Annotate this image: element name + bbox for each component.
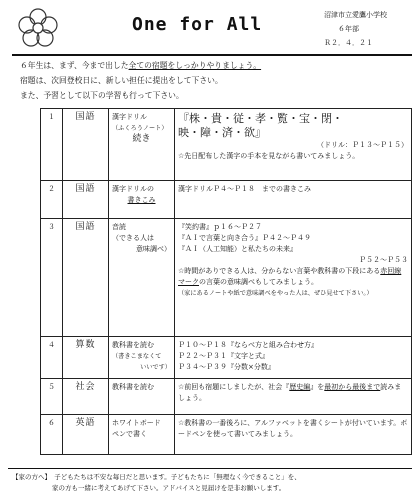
kanji-list-line: 『株・貴・従・孝・覧・宝・閉・ (178, 112, 343, 125)
header-divider (12, 54, 412, 56)
desc-part: 読みましょう。 (178, 383, 402, 402)
row-task (109, 109, 175, 181)
intro-text (20, 58, 412, 103)
row-number: ３ (41, 219, 63, 337)
desc-emphasis: 歴史編 (289, 383, 311, 391)
table-row (41, 415, 412, 455)
row-description (175, 219, 412, 337)
desc-emphasis: 最初から最後まで (324, 383, 381, 391)
table-row (41, 219, 412, 337)
footer-label: 【家の方へ】 (12, 473, 48, 481)
reading-item: Ｐ３４～Ｐ３９『分数×分数』 (178, 363, 275, 371)
intro-line-2: 宿題は、次回登校日に、新しい担任に提出をして下さい。 (20, 76, 223, 85)
row-description: 漢字ドリルＰ４～Ｐ１８ までの書きこみ (175, 181, 412, 219)
header (12, 4, 412, 52)
task-line: （書きこまなくて (112, 353, 162, 360)
row-number: ４ (41, 337, 63, 379)
note-text: ☆先日配布した漢字の手本を見ながら書いてみましょう。 (178, 152, 360, 160)
task-line: （できる人は (112, 234, 154, 242)
table-row (41, 109, 412, 181)
reading-item: 『笑約書』ｐ１６～Ｐ２７ (178, 223, 262, 231)
row-task (109, 181, 175, 219)
reading-item: Ｐ２２～Ｐ３１『文字と式』 (178, 352, 269, 360)
row-subject: 社会 (63, 379, 109, 415)
issue-date: Ｒ２．４．２１ (324, 39, 373, 47)
task-line: 漢字ドリル (112, 113, 147, 121)
row-task (109, 219, 175, 337)
row-task: 教科書を読む (109, 379, 175, 415)
intro-line-1-text: ６年生は、まず、今まで出した (20, 61, 129, 70)
table-row (41, 337, 412, 379)
task-line: 意味調べ） (136, 245, 171, 253)
row-number: ６ (41, 415, 63, 455)
note-part: ☆時間がありできる人は、分からない言葉や教科書の下段にある (178, 267, 381, 275)
task-line: 音読 (112, 223, 126, 231)
footer-divider (8, 468, 412, 469)
school-name: 沼津市立愛鷹小学校 (324, 11, 387, 19)
page-title: One for All (132, 14, 263, 35)
intro-line-3: また、予習として以下の学習も行って下さい。 (20, 91, 184, 100)
intro-line-1-emphasis: 全ての宿題をしっかりやりましょう。 (128, 61, 262, 70)
row-subject: 国語 (63, 181, 109, 219)
task-line: （ふくろうノート） (112, 125, 168, 132)
flower-logo-icon (16, 6, 60, 50)
desc-part: ☆前回も宿題にしましたが、社会『 (178, 383, 290, 391)
task-handwritten: 続き (132, 134, 151, 144)
reading-item: 『ＡＩ（人工知能）と私たちの未来』 (178, 245, 297, 253)
page-range: Ｐ５２～Ｐ５３ (359, 256, 408, 264)
note-text (178, 266, 408, 288)
desc-part: 』を (310, 383, 325, 391)
row-subject: 国語 (63, 219, 109, 337)
task-table (40, 108, 412, 455)
row-description: ☆教科書の一番後ろに、アルファベットを書くシートが付いています。ボードペンを使って書いてみましょう。 (175, 415, 412, 455)
note-part: の言葉の意味調べもしてみましょう。 (199, 278, 318, 286)
row-description (175, 109, 412, 181)
row-description (175, 337, 412, 379)
row-subject: 英語 (63, 415, 109, 455)
task-line: 漢字ドリルの (112, 185, 154, 193)
note-emphasis: 赤回線マーク (178, 267, 402, 286)
row-number: １ (41, 109, 63, 181)
footer-text: 子どもたちは不安な毎日だと思います。子どもたちに「無理なく今できること」を、 (54, 473, 301, 481)
row-description (175, 379, 412, 415)
table-row (41, 181, 412, 219)
note-small: （家にあるノートや紙で意味調べをやった人は、ぜひ見せて下さい。） (178, 290, 373, 297)
grade-label: ６年部 (338, 25, 359, 33)
task-line: ペンで書く (112, 430, 147, 438)
task-emphasis: 書きこみ (127, 196, 156, 204)
task-line: 教科書を読む (112, 341, 154, 349)
task-line: いいです） (140, 364, 171, 371)
reading-item: 『ＡＩで言葉と向き合う』Ｐ４２～Ｐ４９ (178, 234, 311, 242)
kanji-list-line: 映・障・済・欲』 (178, 126, 266, 139)
footer-note (12, 472, 412, 494)
footer-line-1 (12, 472, 412, 483)
page-range: （ドリル：Ｐ１３～Ｐ１５） (317, 141, 408, 149)
task-line: ホワイトボード (112, 419, 161, 427)
row-subject: 国語 (63, 109, 109, 181)
intro-line-1 (20, 58, 412, 73)
row-task (109, 337, 175, 379)
reading-item: Ｐ１０～Ｐ１８『ならべ方と組み合わせ方』 (178, 341, 318, 349)
row-subject: 算数 (63, 337, 109, 379)
row-task (109, 415, 175, 455)
row-number: ２ (41, 181, 63, 219)
footer-line-2: 家の方も一緒に考えてあげて下さい。アドバイスと見届けを是非お願いします。 (52, 484, 286, 492)
row-number: ５ (41, 379, 63, 415)
table-row (41, 379, 412, 415)
